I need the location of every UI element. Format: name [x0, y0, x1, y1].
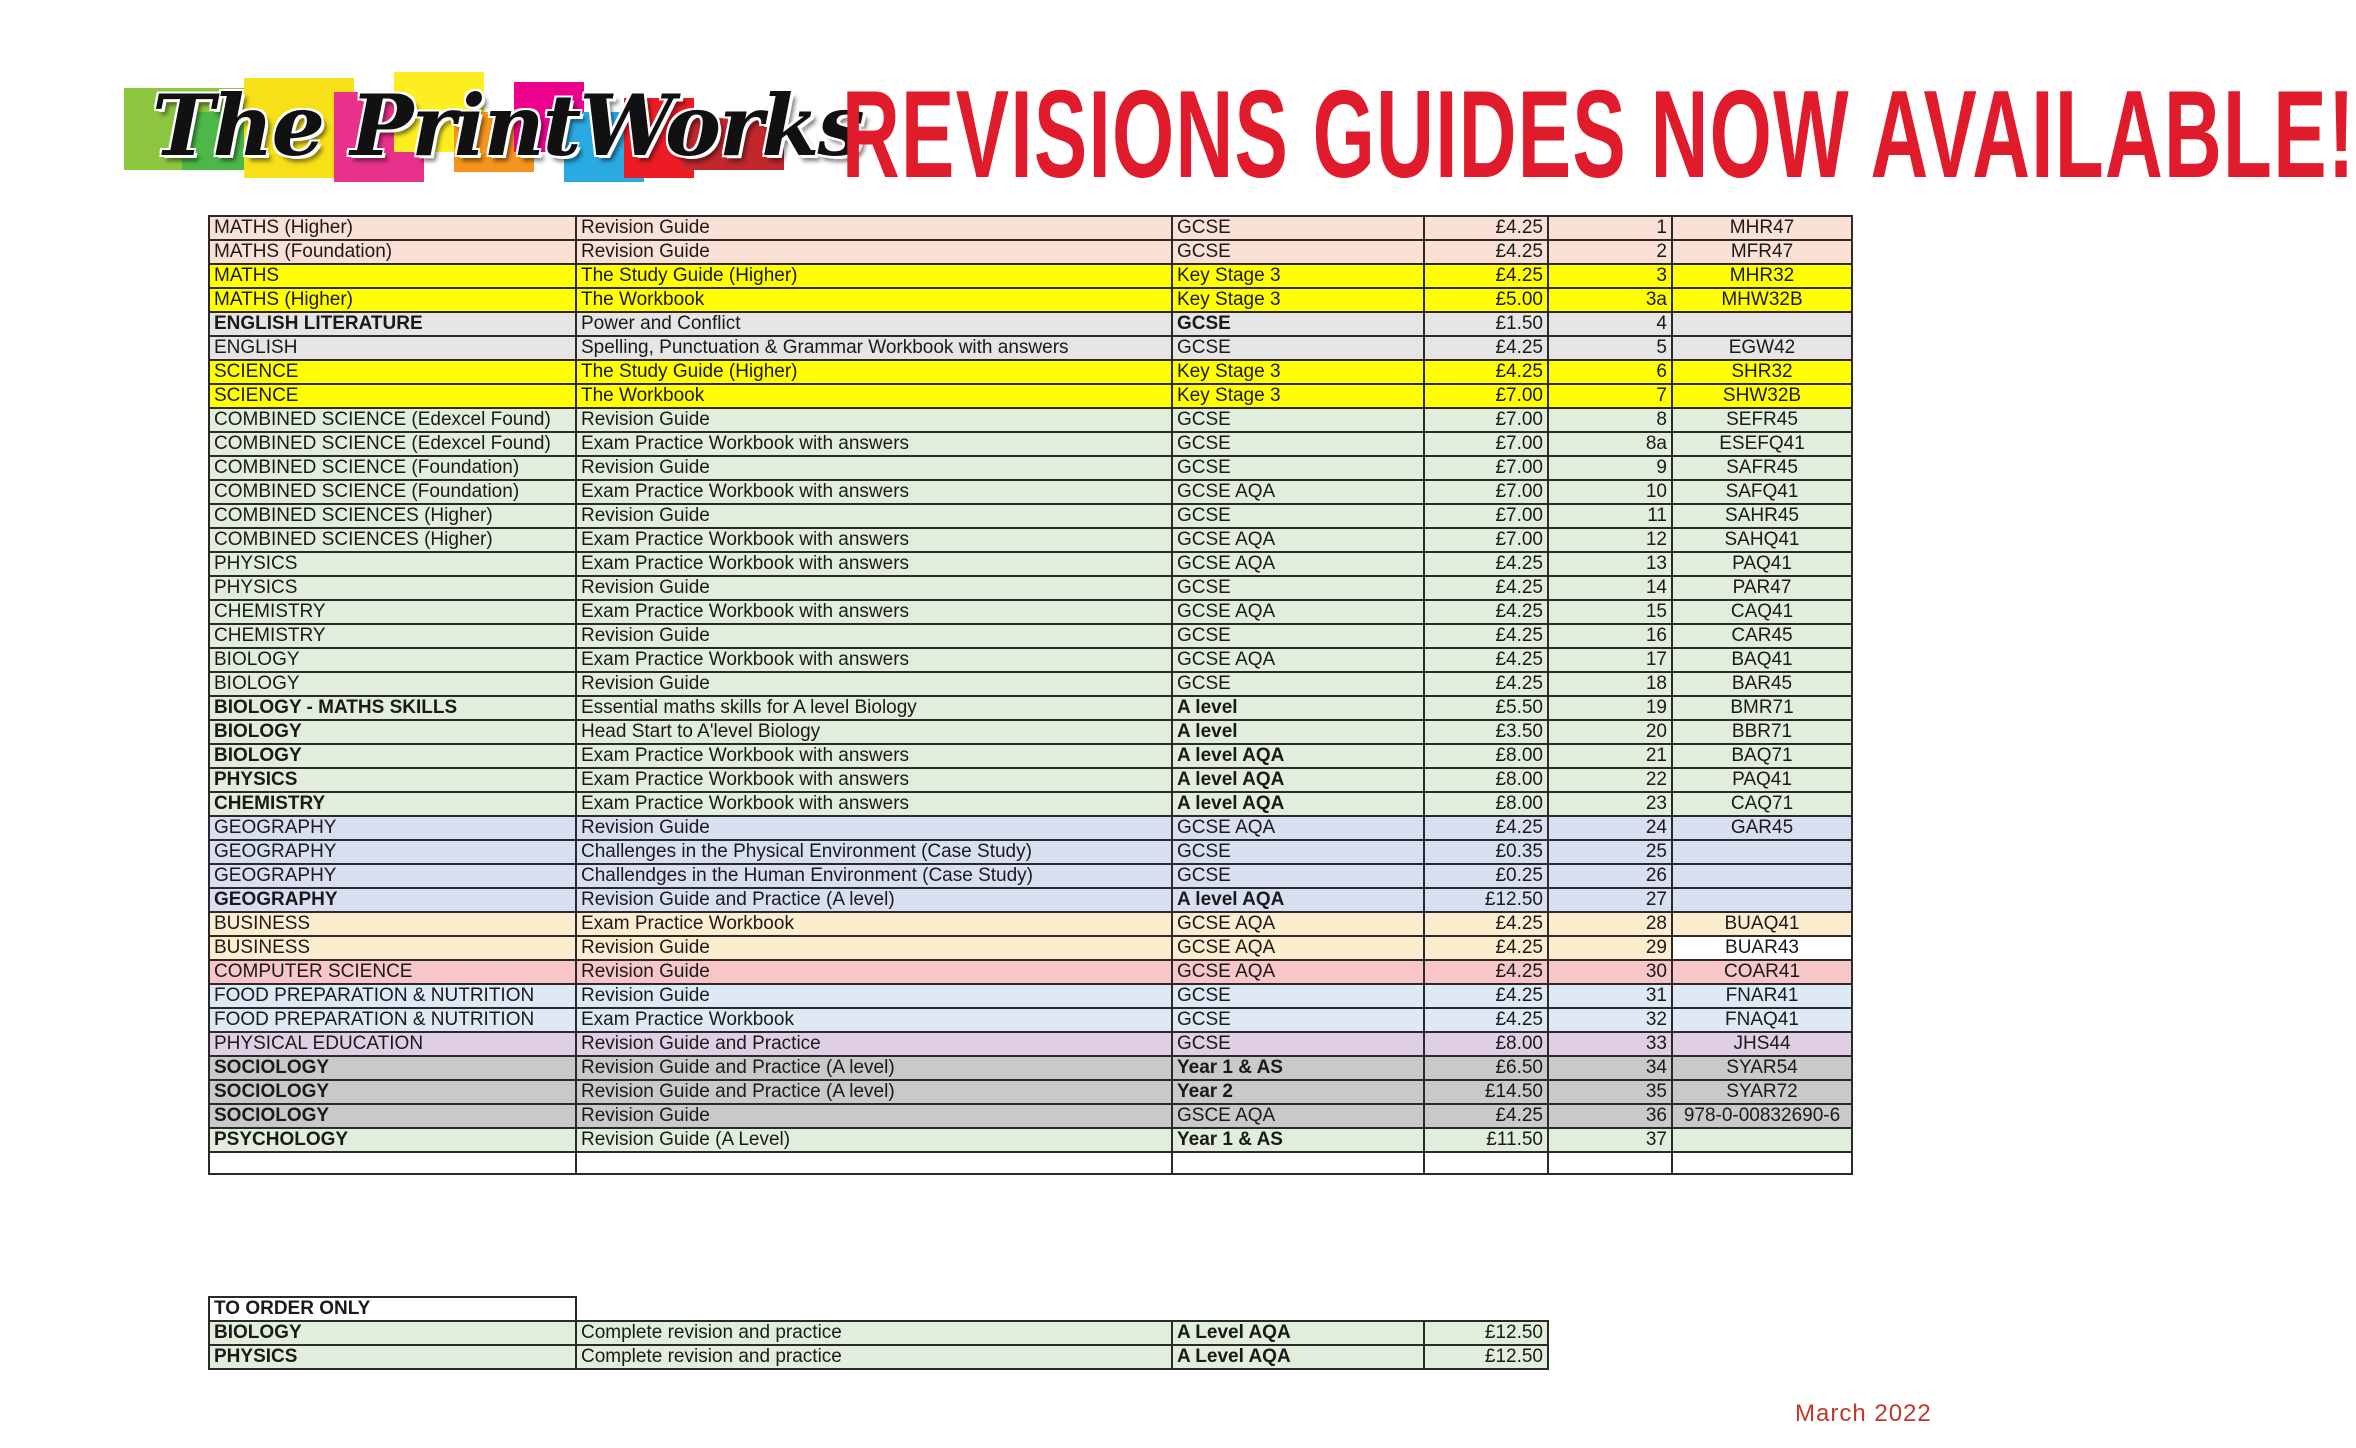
price-cell: £4.25 — [1424, 1104, 1548, 1128]
level-cell: GCSE AQA — [1172, 936, 1424, 960]
level-cell: GCSE — [1172, 240, 1424, 264]
item-number-cell: 30 — [1548, 960, 1672, 984]
price-cell: £4.25 — [1424, 360, 1548, 384]
table-row — [209, 624, 1852, 648]
price-cell: £4.25 — [1424, 912, 1548, 936]
title-cell: Head Start to A'level Biology — [576, 720, 1172, 744]
price-cell: £4.25 — [1424, 600, 1548, 624]
product-code-cell: BAQ41 — [1672, 648, 1852, 672]
title-cell: Revision Guide — [576, 984, 1172, 1008]
price-cell: £4.25 — [1424, 672, 1548, 696]
title-cell: Revision Guide — [576, 672, 1172, 696]
subject-cell: SOCIOLOGY — [209, 1080, 576, 1104]
table-row — [209, 480, 1852, 504]
item-number-cell: 20 — [1548, 720, 1672, 744]
item-number-cell: 29 — [1548, 936, 1672, 960]
table-row — [209, 336, 1852, 360]
price-cell: £4.25 — [1424, 816, 1548, 840]
product-code-cell: SAHR45 — [1672, 504, 1852, 528]
item-number-cell: 27 — [1548, 888, 1672, 912]
level-cell: A level AQA — [1172, 768, 1424, 792]
subject-cell: ENGLISH — [209, 336, 576, 360]
product-code-cell: SHW32B — [1672, 384, 1852, 408]
price-cell: £7.00 — [1424, 384, 1548, 408]
price-cell: £7.00 — [1424, 528, 1548, 552]
level-cell: A level AQA — [1172, 888, 1424, 912]
title-cell: Revision Guide — [576, 456, 1172, 480]
price-cell: £7.00 — [1424, 504, 1548, 528]
page-headline: REVISIONS GUIDES NOW AVAILABLE! — [842, 66, 2356, 204]
price-cell: £8.00 — [1424, 744, 1548, 768]
level-cell: GCSE — [1172, 984, 1424, 1008]
level-cell: GSCE AQA — [1172, 1104, 1424, 1128]
product-code-cell: MHR47 — [1672, 216, 1852, 240]
price-cell: £4.25 — [1424, 960, 1548, 984]
product-code-cell: BUAQ41 — [1672, 912, 1852, 936]
price-cell: £4.25 — [1424, 1008, 1548, 1032]
table-row — [209, 912, 1852, 936]
title-cell: Revision Guide — [576, 816, 1172, 840]
level-cell: A level AQA — [1172, 744, 1424, 768]
table-row — [209, 792, 1852, 816]
price-cell: £4.25 — [1424, 576, 1548, 600]
title-cell: Essential maths skills for A level Biology — [576, 696, 1172, 720]
product-code-cell: SYAR54 — [1672, 1056, 1852, 1080]
price-cell: £11.50 — [1424, 1128, 1548, 1152]
table-row — [209, 1032, 1852, 1056]
subject-cell: COMBINED SCIENCE (Foundation) — [209, 456, 576, 480]
product-code-cell: CAR45 — [1672, 624, 1852, 648]
item-number-cell: 25 — [1548, 840, 1672, 864]
title-cell: Revision Guide and Practice — [576, 1032, 1172, 1056]
title-cell: The Workbook — [576, 384, 1172, 408]
item-number-cell: 37 — [1548, 1128, 1672, 1152]
product-code-cell: PAQ41 — [1672, 768, 1852, 792]
level-cell: GCSE — [1172, 1008, 1424, 1032]
subject-cell: GEOGRAPHY — [209, 864, 576, 888]
product-code-cell: MHR32 — [1672, 264, 1852, 288]
item-number-cell: 33 — [1548, 1032, 1672, 1056]
title-cell: Revision Guide — [576, 1104, 1172, 1128]
item-number-cell: 35 — [1548, 1080, 1672, 1104]
level-cell: Year 1 & AS — [1172, 1128, 1424, 1152]
product-code-cell: SAFR45 — [1672, 456, 1852, 480]
price-cell: £14.50 — [1424, 1080, 1548, 1104]
table-row — [209, 504, 1852, 528]
table-row — [209, 1008, 1852, 1032]
subject-cell: PHYSICAL EDUCATION — [209, 1032, 576, 1056]
item-number-cell: 12 — [1548, 528, 1672, 552]
product-code-cell — [1672, 888, 1852, 912]
level-cell: GCSE — [1172, 624, 1424, 648]
product-code-cell: JHS44 — [1672, 1032, 1852, 1056]
subject-cell: SCIENCE — [209, 360, 576, 384]
level-cell: GCSE — [1172, 336, 1424, 360]
table-row — [209, 576, 1852, 600]
item-number-cell: 1 — [1548, 216, 1672, 240]
product-code-cell: PAQ41 — [1672, 552, 1852, 576]
price-cell: £4.25 — [1424, 240, 1548, 264]
title-cell: Exam Practice Workbook with answers — [576, 744, 1172, 768]
product-code-cell: MHW32B — [1672, 288, 1852, 312]
item-number-cell: 5 — [1548, 336, 1672, 360]
title-cell: Revision Guide — [576, 216, 1172, 240]
subject-cell: GEOGRAPHY — [209, 840, 576, 864]
product-code-cell — [1672, 1152, 1852, 1174]
item-number-cell: 24 — [1548, 816, 1672, 840]
item-number-cell: 17 — [1548, 648, 1672, 672]
level-cell: GCSE AQA — [1172, 480, 1424, 504]
price-cell: £12.50 — [1424, 1345, 1548, 1369]
level-cell: Key Stage 3 — [1172, 384, 1424, 408]
title-cell: Revision Guide — [576, 936, 1172, 960]
price-cell: £8.00 — [1424, 768, 1548, 792]
subject-cell: COMBINED SCIENCE (Edexcel Found) — [209, 432, 576, 456]
item-number-cell: 14 — [1548, 576, 1672, 600]
table-row — [209, 864, 1852, 888]
order-only-row — [209, 1321, 1548, 1345]
price-cell: £8.00 — [1424, 1032, 1548, 1056]
price-cell: £4.25 — [1424, 216, 1548, 240]
title-cell: Challendges in the Human Environment (Case Study) — [576, 864, 1172, 888]
title-cell: Exam Practice Workbook with answers — [576, 528, 1172, 552]
product-code-cell: SEFR45 — [1672, 408, 1852, 432]
table-row — [209, 1128, 1852, 1152]
item-number-cell: 2 — [1548, 240, 1672, 264]
level-cell: GCSE AQA — [1172, 816, 1424, 840]
product-code-cell — [1672, 864, 1852, 888]
level-cell: GCSE — [1172, 432, 1424, 456]
title-cell: Spelling, Punctuation & Grammar Workbook with answers — [576, 336, 1172, 360]
title-cell: The Study Guide (Higher) — [576, 264, 1172, 288]
subject-cell: COMBINED SCIENCES (Higher) — [209, 504, 576, 528]
subject-cell: MATHS — [209, 264, 576, 288]
table-row — [209, 768, 1852, 792]
product-code-cell: COAR41 — [1672, 960, 1852, 984]
price-cell: £4.25 — [1424, 624, 1548, 648]
subject-cell — [209, 1152, 576, 1174]
table-row — [209, 552, 1852, 576]
subject-cell: PHYSICS — [209, 576, 576, 600]
revision-guides-table — [208, 215, 1853, 1175]
table-row — [209, 720, 1852, 744]
price-cell: £4.25 — [1424, 336, 1548, 360]
table-row — [209, 840, 1852, 864]
subject-cell: CHEMISTRY — [209, 792, 576, 816]
subject-cell: BIOLOGY — [209, 672, 576, 696]
level-cell: GCSE AQA — [1172, 528, 1424, 552]
price-cell: £4.25 — [1424, 552, 1548, 576]
title-cell: Exam Practice Workbook with answers — [576, 648, 1172, 672]
title-cell: The Workbook — [576, 288, 1172, 312]
level-cell: Year 1 & AS — [1172, 1056, 1424, 1080]
price-cell: £7.00 — [1424, 480, 1548, 504]
table-row — [209, 696, 1852, 720]
order-only-heading: TO ORDER ONLY — [209, 1297, 576, 1321]
level-cell: GCSE AQA — [1172, 912, 1424, 936]
subject-cell: PHYSICS — [209, 1345, 576, 1369]
price-cell: £7.00 — [1424, 456, 1548, 480]
product-code-cell: SYAR72 — [1672, 1080, 1852, 1104]
product-code-cell: BAR45 — [1672, 672, 1852, 696]
product-code-cell: FNAQ41 — [1672, 1008, 1852, 1032]
date-footer: March 2022 — [1795, 1400, 1932, 1427]
table-row — [209, 600, 1852, 624]
subject-cell: MATHS (Foundation) — [209, 240, 576, 264]
title-cell: Revision Guide — [576, 960, 1172, 984]
item-number-cell: 19 — [1548, 696, 1672, 720]
title-cell: The Study Guide (Higher) — [576, 360, 1172, 384]
subject-cell: ENGLISH LITERATURE — [209, 312, 576, 336]
table-row — [209, 936, 1852, 960]
price-cell: £8.00 — [1424, 792, 1548, 816]
table-row — [209, 1080, 1852, 1104]
level-cell — [1172, 1152, 1424, 1174]
title-cell: Complete revision and practice — [576, 1345, 1172, 1369]
price-cell: £7.00 — [1424, 432, 1548, 456]
product-code-cell: 978-0-00832690-6 — [1672, 1104, 1852, 1128]
subject-cell: BIOLOGY — [209, 720, 576, 744]
product-code-cell: BMR71 — [1672, 696, 1852, 720]
item-number-cell — [1548, 1152, 1672, 1174]
subject-cell: SCIENCE — [209, 384, 576, 408]
item-number-cell: 7 — [1548, 384, 1672, 408]
item-number-cell: 16 — [1548, 624, 1672, 648]
level-cell: GCSE AQA — [1172, 600, 1424, 624]
item-number-cell: 34 — [1548, 1056, 1672, 1080]
item-number-cell: 26 — [1548, 864, 1672, 888]
product-code-cell — [1672, 312, 1852, 336]
level-cell: A Level AQA — [1172, 1321, 1424, 1345]
product-code-cell: CAQ71 — [1672, 792, 1852, 816]
level-cell: GCSE — [1172, 672, 1424, 696]
title-cell: Exam Practice Workbook — [576, 1008, 1172, 1032]
table-row — [209, 288, 1852, 312]
subject-cell: PHYSICS — [209, 552, 576, 576]
item-number-cell: 22 — [1548, 768, 1672, 792]
title-cell: Exam Practice Workbook with answers — [576, 480, 1172, 504]
table-row — [209, 816, 1852, 840]
subject-cell: BIOLOGY — [209, 648, 576, 672]
table-row — [209, 1104, 1852, 1128]
item-number-cell: 8a — [1548, 432, 1672, 456]
product-code-cell: BBR71 — [1672, 720, 1852, 744]
subject-cell: PSYCHOLOGY — [209, 1128, 576, 1152]
level-cell: A Level AQA — [1172, 1345, 1424, 1369]
item-number-cell: 21 — [1548, 744, 1672, 768]
product-code-cell: EGW42 — [1672, 336, 1852, 360]
level-cell: GCSE — [1172, 840, 1424, 864]
item-number-cell: 32 — [1548, 1008, 1672, 1032]
printworks-logo — [124, 72, 863, 190]
title-cell: Exam Practice Workbook with answers — [576, 600, 1172, 624]
title-cell: Exam Practice Workbook with answers — [576, 432, 1172, 456]
table-row — [209, 240, 1852, 264]
level-cell: GCSE — [1172, 456, 1424, 480]
product-code-cell: GAR45 — [1672, 816, 1852, 840]
subject-cell: CHEMISTRY — [209, 600, 576, 624]
table-row — [209, 264, 1852, 288]
table-row — [209, 648, 1852, 672]
level-cell: GCSE — [1172, 864, 1424, 888]
order-only-heading-row — [209, 1297, 1548, 1321]
subject-cell: PHYSICS — [209, 768, 576, 792]
item-number-cell: 13 — [1548, 552, 1672, 576]
table-row — [209, 456, 1852, 480]
product-code-cell: BAQ71 — [1672, 744, 1852, 768]
item-number-cell: 11 — [1548, 504, 1672, 528]
table-row — [209, 672, 1852, 696]
level-cell: Key Stage 3 — [1172, 360, 1424, 384]
title-cell: Revision Guide — [576, 576, 1172, 600]
product-code-cell: SAFQ41 — [1672, 480, 1852, 504]
table-row — [209, 216, 1852, 240]
subject-cell: BUSINESS — [209, 936, 576, 960]
subject-cell: GEOGRAPHY — [209, 816, 576, 840]
subject-cell: BUSINESS — [209, 912, 576, 936]
item-number-cell: 18 — [1548, 672, 1672, 696]
level-cell: Key Stage 3 — [1172, 264, 1424, 288]
price-cell: £4.25 — [1424, 648, 1548, 672]
product-code-cell: SAHQ41 — [1672, 528, 1852, 552]
price-cell: £5.00 — [1424, 288, 1548, 312]
title-cell: Revision Guide — [576, 624, 1172, 648]
table-row — [209, 312, 1852, 336]
price-cell: £0.25 — [1424, 864, 1548, 888]
price-cell: £12.50 — [1424, 888, 1548, 912]
subject-cell: SOCIOLOGY — [209, 1104, 576, 1128]
item-number-cell: 4 — [1548, 312, 1672, 336]
item-number-cell: 15 — [1548, 600, 1672, 624]
level-cell: Year 2 — [1172, 1080, 1424, 1104]
title-cell: Revision Guide and Practice (A level) — [576, 1080, 1172, 1104]
table-row — [209, 1056, 1852, 1080]
item-number-cell: 8 — [1548, 408, 1672, 432]
level-cell: A level AQA — [1172, 792, 1424, 816]
table-row — [209, 1152, 1852, 1174]
product-code-cell: PAR47 — [1672, 576, 1852, 600]
table-row — [209, 528, 1852, 552]
subject-cell: MATHS (Higher) — [209, 216, 576, 240]
level-cell: GCSE — [1172, 312, 1424, 336]
price-cell: £5.50 — [1424, 696, 1548, 720]
title-cell: Revision Guide and Practice (A level) — [576, 888, 1172, 912]
subject-cell: FOOD PREPARATION & NUTRITION — [209, 1008, 576, 1032]
level-cell: GCSE — [1172, 216, 1424, 240]
subject-cell: BIOLOGY - MATHS SKILLS — [209, 696, 576, 720]
level-cell: GCSE — [1172, 576, 1424, 600]
level-cell: GCSE AQA — [1172, 960, 1424, 984]
level-cell: GCSE — [1172, 1032, 1424, 1056]
table-row — [209, 432, 1852, 456]
product-code-cell: ESEFQ41 — [1672, 432, 1852, 456]
product-code-cell: SHR32 — [1672, 360, 1852, 384]
item-number-cell: 31 — [1548, 984, 1672, 1008]
table-row — [209, 360, 1852, 384]
subject-cell: COMBINED SCIENCE (Foundation) — [209, 480, 576, 504]
subject-cell: SOCIOLOGY — [209, 1056, 576, 1080]
logo-wordmark: The PrintWorks — [152, 76, 863, 175]
title-cell: Exam Practice Workbook with answers — [576, 768, 1172, 792]
level-cell: GCSE — [1172, 408, 1424, 432]
title-cell: Exam Practice Workbook with answers — [576, 792, 1172, 816]
price-cell: £4.25 — [1424, 984, 1548, 1008]
title-cell: Revision Guide and Practice (A level) — [576, 1056, 1172, 1080]
price-cell: £4.25 — [1424, 936, 1548, 960]
level-cell: A level — [1172, 696, 1424, 720]
table-row — [209, 384, 1852, 408]
item-number-cell: 28 — [1548, 912, 1672, 936]
table-row — [209, 744, 1852, 768]
title-cell: Revision Guide — [576, 408, 1172, 432]
title-cell: Power and Conflict — [576, 312, 1172, 336]
title-cell: Revision Guide — [576, 504, 1172, 528]
item-number-cell: 23 — [1548, 792, 1672, 816]
title-cell: Challenges in the Physical Environment (Case Study) — [576, 840, 1172, 864]
table-row — [209, 984, 1852, 1008]
item-number-cell: 3 — [1548, 264, 1672, 288]
subject-cell: BIOLOGY — [209, 744, 576, 768]
title-cell: Exam Practice Workbook with answers — [576, 552, 1172, 576]
item-number-cell: 9 — [1548, 456, 1672, 480]
table-row — [209, 408, 1852, 432]
item-number-cell: 36 — [1548, 1104, 1672, 1128]
product-code-cell: MFR47 — [1672, 240, 1852, 264]
product-code-cell — [1672, 1128, 1852, 1152]
product-code-cell: BUAR43 — [1672, 936, 1852, 960]
title-cell: Exam Practice Workbook — [576, 912, 1172, 936]
subject-cell: FOOD PREPARATION & NUTRITION — [209, 984, 576, 1008]
order-only-row — [209, 1345, 1548, 1369]
level-cell: Key Stage 3 — [1172, 288, 1424, 312]
subject-cell: MATHS (Higher) — [209, 288, 576, 312]
title-cell: Complete revision and practice — [576, 1321, 1172, 1345]
item-number-cell: 10 — [1548, 480, 1672, 504]
item-number-cell: 6 — [1548, 360, 1672, 384]
price-cell: £7.00 — [1424, 408, 1548, 432]
item-number-cell: 3a — [1548, 288, 1672, 312]
title-cell: Revision Guide — [576, 240, 1172, 264]
table-row — [209, 960, 1852, 984]
level-cell: GCSE AQA — [1172, 552, 1424, 576]
title-cell: Revision Guide (A Level) — [576, 1128, 1172, 1152]
price-cell: £3.50 — [1424, 720, 1548, 744]
level-cell: GCSE AQA — [1172, 648, 1424, 672]
level-cell: GCSE — [1172, 504, 1424, 528]
subject-cell: COMPUTER SCIENCE — [209, 960, 576, 984]
price-cell: £12.50 — [1424, 1321, 1548, 1345]
product-code-cell: FNAR41 — [1672, 984, 1852, 1008]
subject-cell: COMBINED SCIENCES (Higher) — [209, 528, 576, 552]
title-cell — [576, 1152, 1172, 1174]
table-row — [209, 888, 1852, 912]
subject-cell: GEOGRAPHY — [209, 888, 576, 912]
subject-cell: BIOLOGY — [209, 1321, 576, 1345]
subject-cell: COMBINED SCIENCE (Edexcel Found) — [209, 408, 576, 432]
order-only-table — [208, 1296, 1549, 1370]
price-cell — [1424, 1152, 1548, 1174]
product-code-cell: CAQ41 — [1672, 600, 1852, 624]
price-cell: £0.35 — [1424, 840, 1548, 864]
price-cell: £4.25 — [1424, 264, 1548, 288]
product-code-cell — [1672, 840, 1852, 864]
price-cell: £1.50 — [1424, 312, 1548, 336]
level-cell: A level — [1172, 720, 1424, 744]
subject-cell: CHEMISTRY — [209, 624, 576, 648]
price-cell: £6.50 — [1424, 1056, 1548, 1080]
